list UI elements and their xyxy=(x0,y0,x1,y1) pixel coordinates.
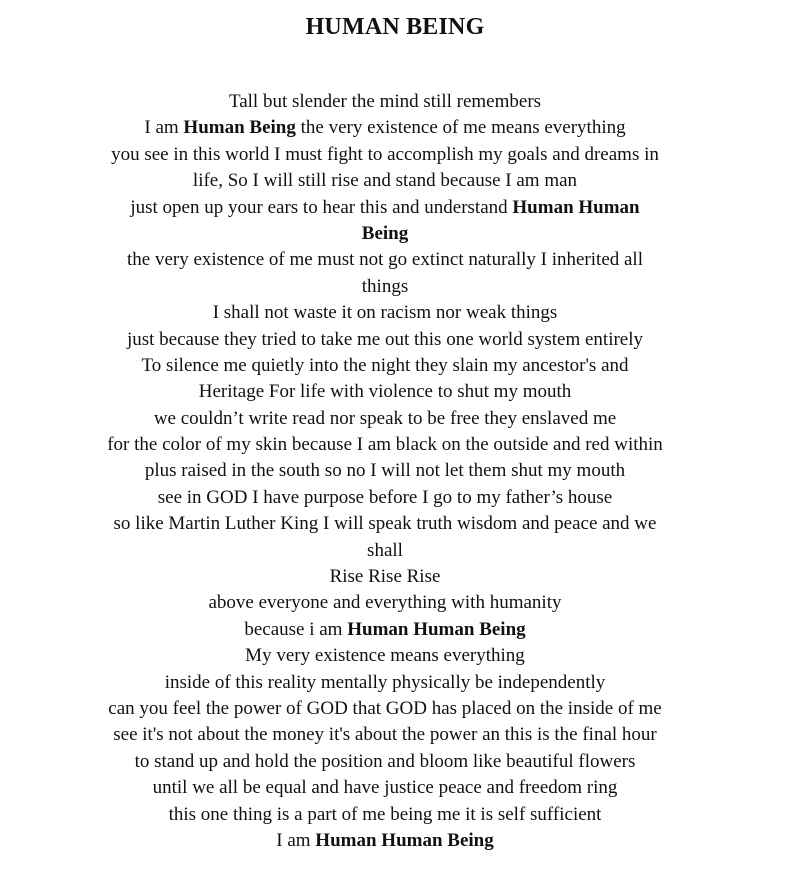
poem-line xyxy=(0,485,770,511)
poem-line xyxy=(0,458,770,484)
poem-line-text: To silence me quietly into the night they slain my ancestor's and xyxy=(141,354,629,376)
poem-line-post: the very existence of me means everything xyxy=(295,117,626,139)
poem-line xyxy=(0,511,770,537)
poem-line xyxy=(0,590,770,616)
poem-line-text: Rise Rise Rise xyxy=(329,566,441,588)
poem-line-text: My very existence means everything xyxy=(245,645,525,667)
poem-line xyxy=(0,89,770,115)
poem-line xyxy=(0,432,770,458)
poem-line xyxy=(0,406,770,432)
poem-line-pre: I am xyxy=(276,829,316,851)
poem-line-text: plus raised in the south so no I will not let them shut my mouth xyxy=(144,460,626,482)
poem-line-text: the very existence of me must not go extinct naturally I inherited all xyxy=(126,249,643,271)
poem-line xyxy=(0,379,770,405)
poem-line-pre: I am xyxy=(144,117,184,139)
poem-line-text: so like Martin Luther King I will speak truth wisdom and peace and we xyxy=(113,513,657,535)
poem-line-text: above everyone and everything with humanity xyxy=(208,592,562,614)
poem-line xyxy=(0,802,770,828)
poem-line-bold: Being xyxy=(361,222,409,244)
poem-line-text: Heritage For life with violence to shut my mouth xyxy=(198,381,572,403)
poem-line xyxy=(0,722,770,748)
poem-line xyxy=(0,670,770,696)
poem-line xyxy=(0,142,770,168)
poem-line-text: until we all be equal and have justice peace and freedom ring xyxy=(152,777,618,799)
poem-line xyxy=(0,775,770,801)
poem-line-text: to stand up and hold the position and bloom like beautiful flowers xyxy=(134,750,636,772)
poem-line xyxy=(0,353,770,379)
poem-line-text: life, So I will still rise and stand because I am man xyxy=(192,170,578,192)
poem-line-text: see it's not about the money it's about the power an this is the final hour xyxy=(113,724,657,746)
poem-line-text: we couldn’t write read nor speak to be free they enslaved me xyxy=(153,407,617,429)
poem-line-text: shall xyxy=(367,539,403,561)
poem-line-pre: just open up your ears to hear this and understand xyxy=(130,196,513,218)
poem-line-bold: Human Human xyxy=(512,196,640,218)
poem-line-text: Tall but slender the mind still remembers xyxy=(228,91,542,112)
poem-line-bold: Human Human Being xyxy=(315,829,494,851)
poem-line-text: inside of this reality mentally physically be independently xyxy=(164,671,606,693)
poem-line-text: just because they tried to take me out this one world system entirely xyxy=(126,328,644,350)
poem-line-pre: because i am xyxy=(244,618,348,640)
poem-line xyxy=(0,643,770,669)
poem-line xyxy=(0,274,770,300)
poem-body xyxy=(0,89,770,854)
poem-line-text: you see in this world I must fight to accomplish my goals and dreams in xyxy=(111,143,659,165)
poem-line xyxy=(0,828,770,854)
poem-line-text: I shall not waste it on racism nor weak things xyxy=(212,302,558,324)
poem-line-text: things xyxy=(361,275,409,297)
poem-line xyxy=(0,115,770,141)
poem-line xyxy=(0,247,770,273)
poem-line-bold: Human Being xyxy=(183,117,296,139)
poem-line xyxy=(0,168,770,194)
poem-line xyxy=(0,564,770,590)
poem-line xyxy=(0,195,770,221)
poem-line xyxy=(0,221,770,247)
poem-line-text: see in GOD I have purpose before I go to my father’s house xyxy=(157,486,613,508)
poem-line xyxy=(0,749,770,775)
poem-line xyxy=(0,696,770,722)
poem-line xyxy=(0,300,770,326)
poem-line-text: for the color of my skin because I am black on the outside and red within xyxy=(107,434,663,456)
poem-line xyxy=(0,327,770,353)
poem-line xyxy=(0,538,770,564)
poem-line xyxy=(0,617,770,643)
poem-line-text: this one thing is a part of me being me it is self sufficient xyxy=(168,803,602,825)
poem-line-bold: Human Human Being xyxy=(347,618,526,640)
poem-title: HUMAN BEING xyxy=(305,14,485,40)
poem-line-text: can you feel the power of GOD that GOD has placed on the inside of me xyxy=(108,697,662,719)
